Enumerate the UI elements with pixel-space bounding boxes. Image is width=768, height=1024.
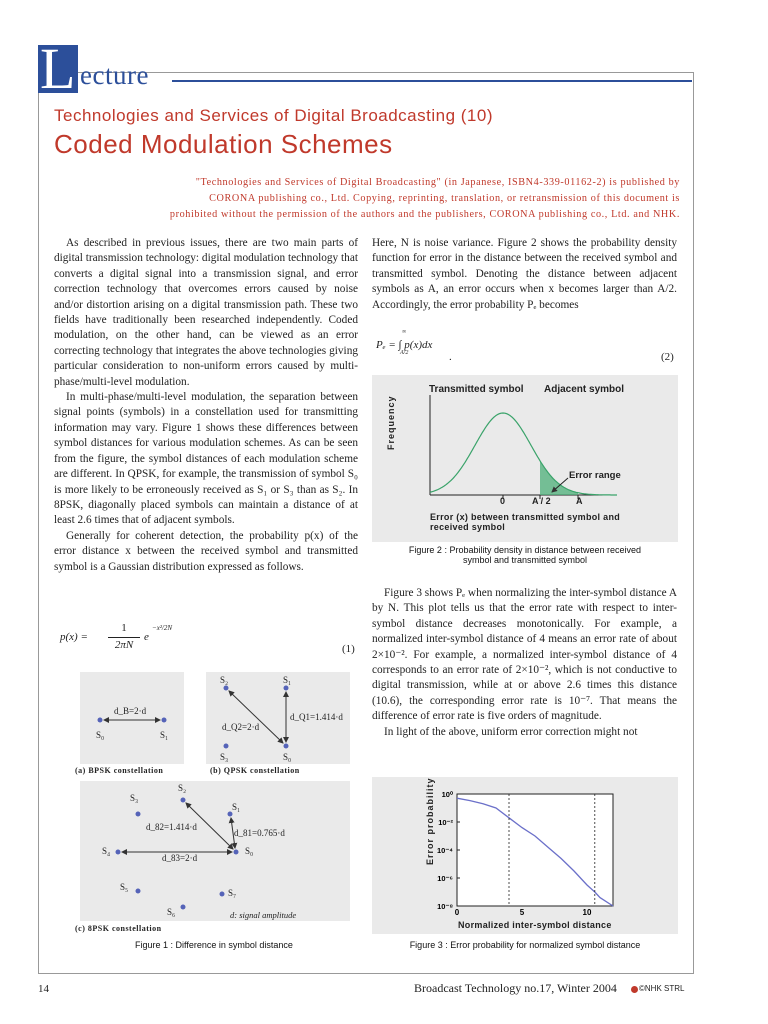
8psk-s3: S₃ [130,793,139,803]
equation-1 [60,622,200,656]
paragraph: Generally for coherent detection, the probability p(x) of the error distance x between the received symbol and transmitted symbol is a Gaussian distribution expressed as follows. [54,529,358,573]
paragraph: In multi-phase/multi-level modulation, the separation between signal points (symbols) in a constellation used for transmitting information may vary. Figure 1 shows these differences between symbol distances for various modulation schemes. As can be seen from the figure, the symbol distances of each modulation scheme are different. In QPSK, for example, the transmission of symbol S₀ is more likely to be erroneously received as S₁ or S₃ than as S₂. In 8PSK, diagonally placed symbols can maintain a distance of at least 2.6 times that of adjacent symbols. [54,391,358,527]
nhk-dot-icon [631,986,638,993]
symbol-s1 [228,812,233,817]
page-number: 14 [38,983,49,995]
paragraph: Here, N is noise variance. Figure 2 shows the probability density function for error in the distance between the received symbol and transmitted symbol. Denoting the distance between adjacent symbols as A, an error occurs when x becomes larger than A/2. Accordingly, the error probability Pₑ becomes [372,237,677,311]
figure3-caption: Figure 3 : Error probability for normalized symbol distance [409,940,641,950]
symbol-s0 [98,718,103,723]
8psk-s7: S₇ [228,888,237,898]
qpsk-dq1: d_Q1=1.414·d [290,712,343,722]
bpsk-label: (a) BPSK constellation [75,766,164,775]
header-rule [172,80,692,82]
8psk-s6: S₆ [167,907,176,917]
y-tick-label: 10⁻⁴ [436,846,453,855]
8psk-d82: d_82=1.414·d [146,822,197,832]
symbol-s1 [284,686,289,691]
bpsk-distance: d_B=2·d [114,706,147,716]
lecture-logo-initial: L [40,36,76,101]
symbol-s1 [162,718,167,723]
eq1-power: −x²/2N [152,624,173,632]
eq1-number: (1) [342,643,355,655]
figure3-chart [372,777,678,934]
caption-line: Figure 2 : Probability density in distance between received [408,545,642,555]
copyright-notice [60,175,680,223]
symbol-s0 [284,744,289,749]
symbol-s2 [224,686,229,691]
series-title: Technologies and Services of Digital Broadcasting (10) [54,106,494,125]
caption-line: symbol and transmitted symbol [462,555,588,565]
y-tick-label: 10⁻⁶ [437,874,453,883]
figure2-caption [372,545,678,565]
tick-0: 0 [500,496,506,506]
bpsk-s0: S₀ [96,730,105,740]
xlabel-line: received symbol [430,522,506,532]
symbol-s0 [234,850,239,855]
y-tick-label: 10⁻² [438,818,453,827]
eq2-lower: A/2 [400,350,409,356]
8psk-s5: S₅ [120,882,129,892]
symbol-s6 [181,905,186,910]
eq2-upper: ∞ [402,329,407,335]
label-adjacent: Adjacent symbol [544,384,625,395]
paragraph: As described in previous issues, there are two main parts of digital transmission technology: digital modulation technology that converts a digital signal into a transmission signal, and error correction technology that overcomes errors caused by noise and/or distortion arising on a digital transmission path. These two fields have traditionally been researched independently. Coded modulation, on the other hand, can be viewed as an error correcting technology that integrates the above technologies giving particular consideration to non-uniform errors caused by multi-phase/multi-level modulation. [54,237,358,388]
figure1-caption: Figure 1 : Difference in symbol distance [135,940,293,950]
bpsk-s1: S₁ [160,730,169,740]
qpsk-s2: S₂ [220,675,229,685]
8psk-diagram [80,781,350,921]
8psk-d83: d_83=2·d [162,853,198,863]
qpsk-s3: S₃ [220,752,229,762]
figure3-panel [372,777,678,934]
8psk-panel [80,781,350,921]
8psk-s2: S₂ [178,783,187,793]
paragraph: Figure 3 shows Pₑ when normalizing the inter-symbol distance A by N. This plot tells us that the error rate with respect to inter-symbol distance decreases monotonically. For example, a normalized inter-symbol distance of 4 means an error rate of about 2×10⁻². For example, a normalized inter-symbol distance of 4 corresponds to an error rate of 2×10⁻², which is not conductive to digital transmission, while at or above 2.6 times this distance (10.6), the corresponding error rate is 10⁻⁷. That means the difference of error rate is five orders of magnitude. [372,587,677,723]
eq1-lhs: p(x) = [60,631,88,643]
8psk-d81: d_81=0.765·d [234,828,285,838]
tick-a-half: A / 2 [532,496,551,506]
qpsk-label: (b) QPSK constellation [210,766,300,775]
right-column-bottom [372,586,677,740]
symbol-s5 [136,889,141,894]
qpsk-s1: S₁ [283,675,292,685]
qpsk-dq2: d_Q2=2·d [222,722,260,732]
publication-info: Broadcast Technology no.17, Winter 2004 [414,981,617,995]
notice-line: CORONA publishing co., Ltd. Copying, reprinting, translation, or retransmission of this document is [209,193,680,204]
density-curve [430,413,617,495]
paragraph: In light of the above, uniform error correction might not [384,725,638,738]
8psk-s0: S₀ [245,846,254,856]
eq2-dot: . [449,351,452,363]
figure2-xlabel [430,512,620,532]
symbol-s2 [181,798,186,803]
bpsk-diagram [80,672,184,764]
error-range-label: Error range [569,470,621,481]
x-tick-label: 10 [582,908,592,917]
xlabel-line: Error (x) between transmitted symbol and [430,512,621,522]
qpsk-s0: S₀ [283,752,292,762]
eq2-formula: Pₑ = ∫ p(x)dx [376,339,433,351]
copyright-mark: ©NHK STRL [639,984,685,993]
label-transmitted: Transmitted symbol [429,384,524,395]
eq1-denominator: 2πN [114,639,134,651]
8psk-note: d: signal amplitude [230,910,297,920]
bpsk-panel [80,672,184,764]
symbol-s3 [224,744,229,749]
eq2-number: (2) [661,351,674,363]
plot-area [457,794,613,906]
right-column-top [372,236,677,313]
x-tick-label: 5 [519,908,525,917]
left-column [54,236,358,575]
notice-line: "Technologies and Services of Digital Broadcasting" (in Japanese, ISBN4-339-01162-2) is published by [195,177,680,188]
symbol-s4 [116,850,121,855]
figure2-ylabel: Frequency [386,395,396,450]
y-tick-label: 10⁰ [441,790,453,799]
figure3-ylabel: Error probability [425,777,435,865]
page-title: Coded Modulation Schemes [54,129,393,159]
8psk-s1: S₁ [232,802,241,812]
tick-a: A [576,496,583,506]
notice-line: prohibited without the permission of the authors and the publishers, CORONA publishing co., Ltd. and NHK. [169,209,680,220]
symbol-s3 [136,812,141,817]
x-tick-label: 0 [454,908,460,917]
eq1-exp: e [144,631,149,643]
figure3-xlabel: Normalized inter-symbol distance [458,920,612,930]
symbol-s7 [220,892,225,897]
8psk-label: (c) 8PSK constellation [75,924,162,933]
8psk-s4: S₄ [102,846,111,856]
lecture-logo-text: ecture [80,60,149,90]
eq1-numerator: 1 [121,622,127,634]
y-tick-label: 10⁻⁸ [437,902,453,911]
